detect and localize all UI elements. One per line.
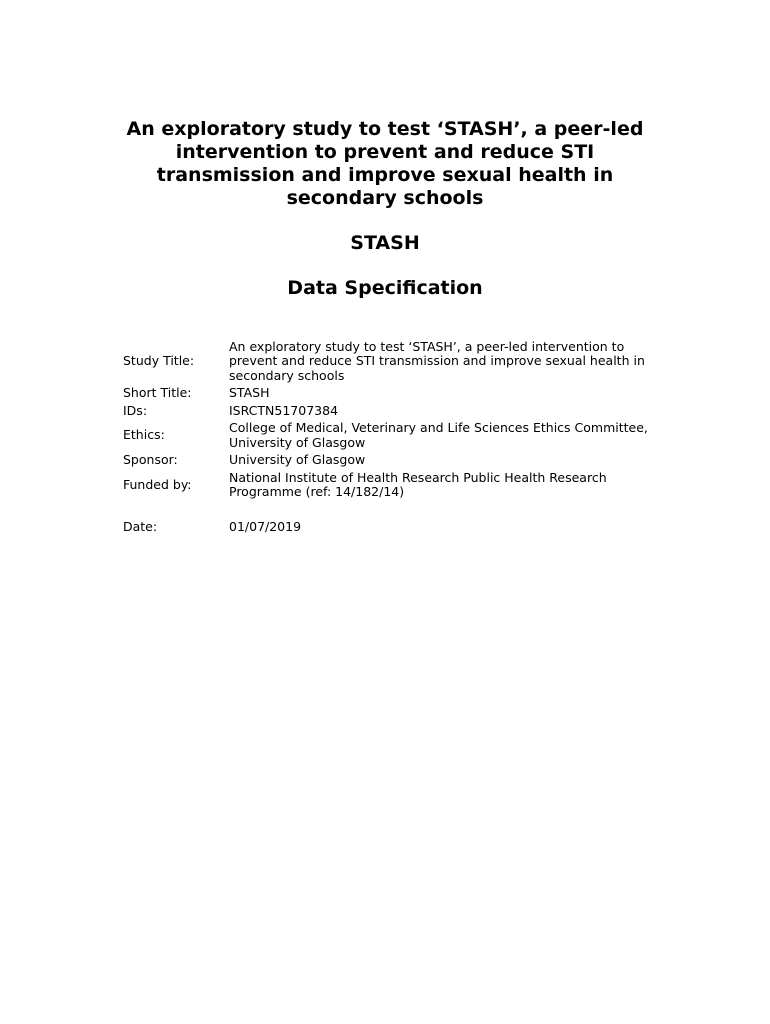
ethics-label: Ethics:	[123, 427, 165, 443]
ethics-value: College of Medical, Veterinary and Life Sciences Ethics Committee, University of Glasgow	[229, 420, 648, 450]
table-row	[123, 402, 653, 420]
table-row	[123, 420, 653, 452]
table-row	[123, 469, 653, 501]
sponsor-value: University of Glasgow	[229, 452, 366, 467]
short-title-label: Short Title:	[123, 385, 192, 400]
study-details-table	[123, 338, 653, 536]
study-title-label: Study Title:	[123, 353, 195, 368]
document-short-title: STASH	[350, 232, 420, 254]
table-spacer	[123, 501, 653, 518]
ids-label: IDs:	[123, 402, 148, 418]
table-row	[123, 385, 653, 403]
funded-by-value: National Institute of Health Research Public Health Research Programme (ref: 14/182/14)	[229, 469, 607, 499]
document-title: An exploratory study to test ‘STASH’, a peer-led intervention to prevent and reduce STI transmission and improve sexual health in secondary schools	[126, 118, 644, 209]
table-row	[123, 338, 653, 385]
study-title-value: An exploratory study to test ‘STASH’, a peer-led intervention to prevent and reduce STI transmission and improve sexual health in secondary schools	[229, 338, 645, 383]
funded-by-label: Funded by:	[123, 476, 192, 492]
document-type-heading: Data Specification	[287, 277, 483, 299]
ids-value: ISRCTN51707384	[229, 402, 339, 418]
short-title-value: STASH	[229, 385, 270, 400]
table-row	[123, 452, 653, 470]
date-value: 01/07/2019	[229, 518, 302, 534]
spacer-cell	[123, 501, 229, 518]
date-label: Date:	[123, 518, 158, 534]
table-row	[123, 518, 653, 536]
spacer-cell	[229, 501, 653, 518]
sponsor-label: Sponsor:	[123, 452, 178, 467]
